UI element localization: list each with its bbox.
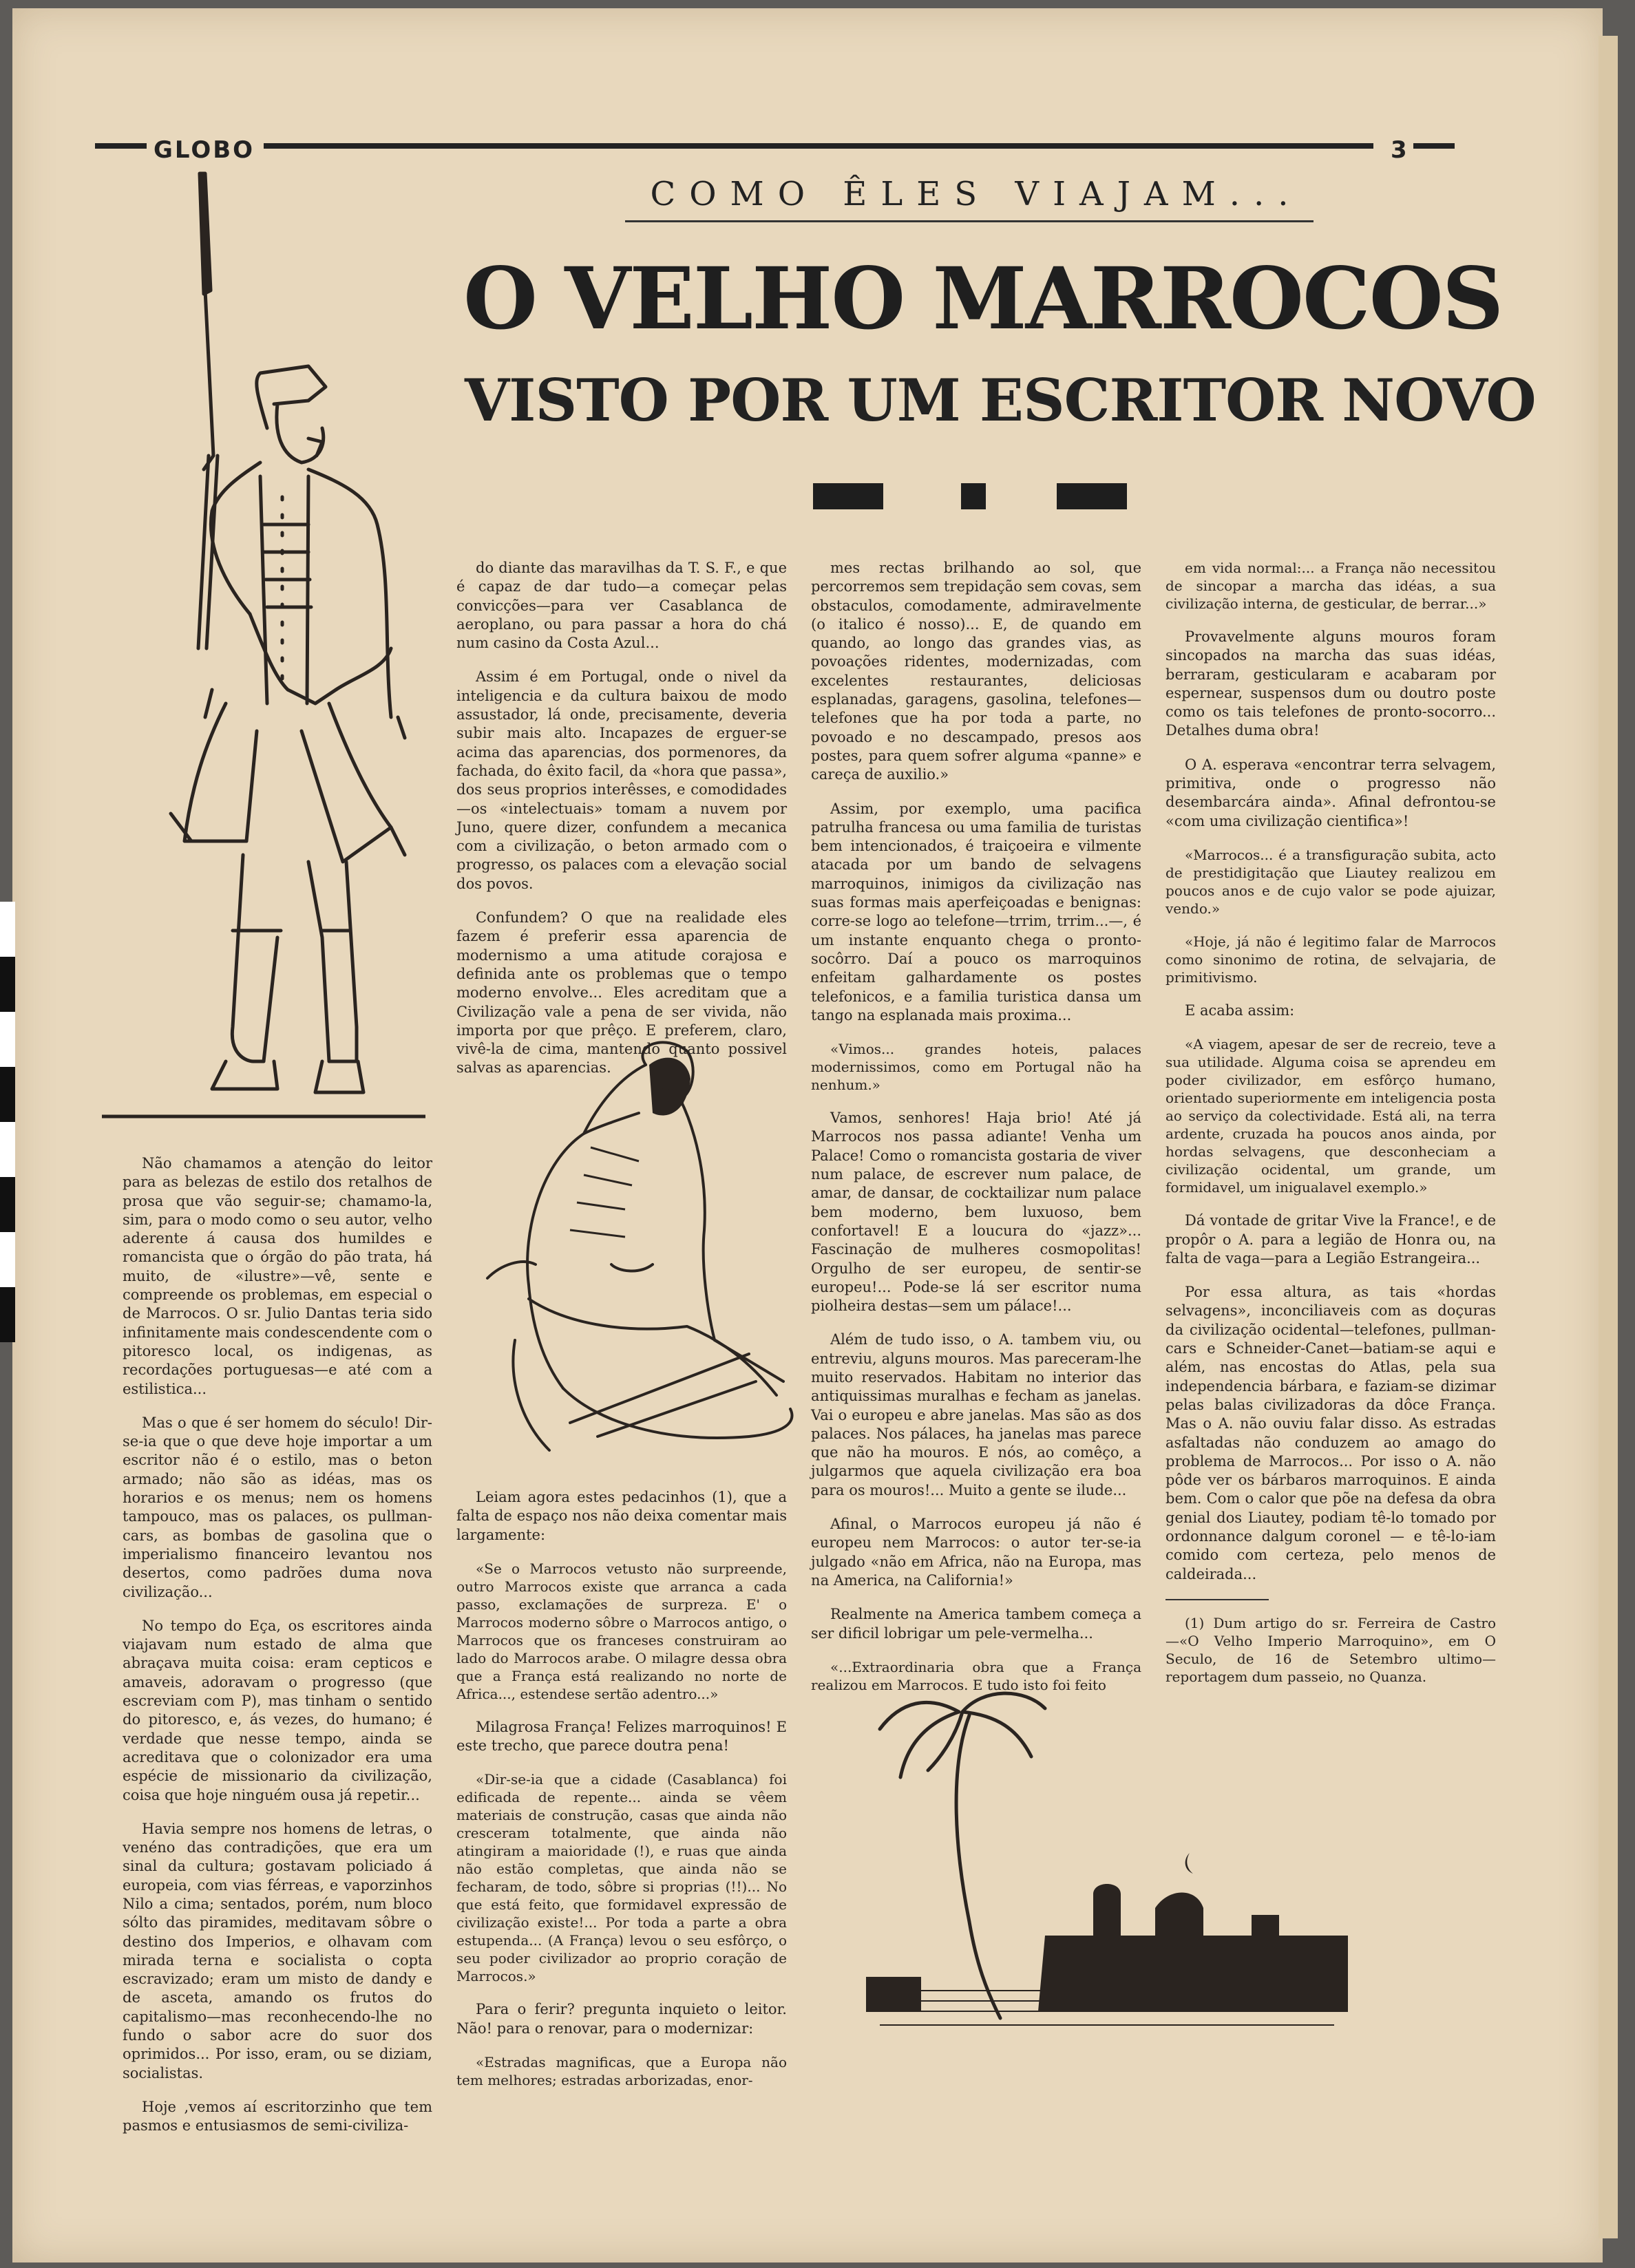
palm-landscape-illustration [866,1688,1348,2032]
kicker: COMO ÊLES VIAJAM... [650,175,1302,213]
text-column-1 [123,1154,432,2151]
paragraph: Hoje ,vemos aí escritorzinho que tem pasmos e entusiasmos de semi-civiliza- [123,2098,432,2134]
quote: «A viagem, apesar de ser de recreio, teve a sua utilidade. Alguma coisa se aprendeu em poder civilizador, em esfôrço humano, orientado superiormente em inteligencia posta ao serviço da colectividade. Está ali, na terra ardente, cruzada ha poucos anos ainda, por hordas selvagens, que desconheciam a civilização ocidental, um grande, um formidavel, um inigualavel exemplo.» [1165,1036,1496,1196]
paragraph: Não chamamos a atenção do leitor para as belezas de estilo dos retalhos de prosa que vão seguir-se; chamamo-la, sim, para o modo como o seu autor, velho aderente á causa dos humildes e romancista que o órgão do pão trata, há muito, de «ilustre»—vê, sente e compreende os problemas, em especial o de Marrocos. O sr. Julio Dantas teria sido infinitamente mais condescendente com o pitoresco local, os indigenas, as recordações portuguesas—e até com a estilistica... [123,1155,432,1397]
text-column-2-top [456,559,787,1093]
headline: O VELHO MARROCOS [463,249,1503,349]
footnote-rule [1165,1599,1269,1600]
paragraph: Realmente na America tambem começa a ser dificil lobrigar um pele-vermelha... [811,1606,1141,1642]
ornament-bar-2 [961,483,986,509]
soldier-illustration [102,167,425,1137]
paragraph: Afinal, o Marrocos europeu já não é europeu nem Marrocos: o autor ter-se-ia julgado «não em Africa, não na Europa, mas na America, na California!» [811,1516,1141,1589]
paragraph: Confundem? O que na realidade eles fazem é preferir essa aparencia de modernismo a uma atitude corajosa e definida ante os problemas que o tempo moderno envolve... Eles acreditam que a Civilização vale a pena de ser vivida, não importa por que prêço. E preferem, claro, vivê-la de cima, mantendo quanto possivel salvas as aparencias. [456,909,787,1077]
paragraph: Além de tudo isso, o A. tambem viu, ou entreviu, alguns mouros. Mas pareceram-lhe muito reservados. Habitam no interior das antiquissimas muralhas e fecham as janelas. Vai o europeu e abre janelas. Mas são as dos palaces. Nos pálaces, ha janelas mas parece que não ha mouros. E nós, ao comêço, a julgarmos que aquela civilização era boa para os mouros!... Muito a gente se ilude... [811,1331,1141,1498]
masthead: GLOBO [154,136,255,164]
quote: «Dir-se-ia que a cidade (Casablanca) foi edificada de repente... ainda se vêem materiais de construção, casas que ainda não cresceram totalmente, que ainda não atingiram a maioridade (!), e ruas que ainda não estão completas, que ainda não se fecharam, de todo, sôbre si proprias (!!)... No que está feito, que formidavel expressão de civilização existe!... Por toda a parte a obra estupenda... (A França) levou o seu esfôrço, o seu poder civilizador ao proprio coração de Marrocos.» [456,1771,787,1985]
paragraph: mes rectas brilhando ao sol, que percorremos sem trepidação sem covas, sem obstaculos, comodamente, admiravelmente (o italico é nosso)... E, de quando em quando, ao longo das grandes vias, as povoações ridentes, modernizadas, com excelentes restaurantes, deliciosas esplanadas, garagens, gasolina, telefones—telefones que ha por toda a parte, no povoado e no descampado, presos aos postes, para quem sofrer alguma «panne» e careça de auxilio.» [811,560,1141,783]
newspaper-page [12,8,1603,2262]
quote: «...Extraordinaria obra que a França realizou em Marrocos. E tudo isto foi feito [811,1658,1141,1693]
paragraph: Mas o que é ser homem do século! Dir-se-ia que o que deve hoje importar a um escritor não é o estilo, mas o beton armado; não são as idéas, mas os horarios e os menus; nem os homens tampouco, mas os palaces, os pullman-cars, as bombas de gasolina que o imperialismo financeiro levantou nos desertos, como padrões duma nova civilização... [123,1414,432,1600]
ornament-bar-1 [813,483,883,509]
color-scale-strip [0,902,15,1342]
paragraph: Leiam agora estes pedacinhos (1), que a falta de espaço nos não deixa comentar mais largamente: [456,1489,787,1543]
quote: «Vimos... grandes hoteis, palaces modernissimos, como em Portugal não ha nenhum.» [811,1041,1141,1094]
ornament-bar-3 [1057,483,1127,509]
text-column-4 [1165,559,1496,1701]
quote: «Estradas magnificas, que a Europa não tem melhores; estradas arborizadas, enor- [456,2054,787,2089]
header-rule [264,143,1373,149]
text-column-3 [811,559,1141,1709]
subheadline: VISTO POR UM ESCRITOR NOVO [465,366,1536,434]
page-number: 3 [1391,136,1409,164]
page-edge [1599,36,1618,2238]
paragraph: do diante das maravilhas da T. S. F., e que é capaz de dar tudo—a começar pelas convicções—para ver Casablanca de aeroplano, ou para passar a hora do chá num casino da Costa Azul... [456,560,787,652]
quote: «Hoje, já não é legitimo falar de Marrocos como sinonimo de rotina, de selvajaria, de primitivismo. [1165,933,1496,986]
paragraph: Havia sempre nos homens de letras, o venéno das contradições, que era um sinal da cultura; gostavam policiado á europeia, com vias férreas, e vaporzinhos Nilo a cima; sentados, porém, num bloco sólto das piramides, meditavam sôbre o destino dos Imperios, e olhavam com mirada terna e socialista o copta escravizado; eram um misto de dandy e de asceta, amando os frutos do capitalismo—mas reconhecendo-lhe no fundo o sabor acre do suor dos oprimidos... Por isso, eram, ou se diziam, socialistas. [123,1820,432,2081]
quote: «Marrocos... é a transfiguração subita, acto de prestidigitação que Liautey realizou em poucos anos e de cujo valor se pode ajuizar, vendo.» [1165,846,1496,917]
paragraph: O A. esperava «encontrar terra selvagem, primitiva, onde o progresso não desembarcára ainda». Afinal defrontou-se «com uma civilização cientifica»! [1165,756,1496,829]
paragraph: Milagrosa França! Felizes marroquinos! E este trecho, que parece doutra pena! [456,1718,787,1755]
seated-figures-illustration [460,1037,804,1471]
paragraph: Para o ferir? pregunta inquieto o leitor. Não! para o renovar, para o modernizar: [456,2001,787,2037]
paragraph: Dá vontade de gritar Vive la France!, e de propôr o A. para a legião de Honra ou, na falta de vaga—para a Legião Estrangeira... [1165,1212,1496,1267]
header-rule-left [95,143,147,149]
kicker-rule [625,220,1314,222]
paragraph: Provavelmente alguns mouros foram sincopados na marcha das suas idéas, berraram, gesticularam e acabaram por espernear, suspensos dum ou doutro poste como os tais telefones de pronto-socorro... Detalhes duma obra! [1165,628,1496,739]
paragraph: Assim é em Portugal, onde o nivel da inteligencia e da cultura baixou de modo assustador, lá onde, precisamente, deveria subir mais alto. Incapazes de erguer-se acima das aparencias, dos pormenores, da fachada, do êxito facil, da «hora que passa», dos seus proprios interêsses, e comodidades—os «intelectuais» tomam a nuvem por Juno, quere dizer, confundem a mecanica com a civilização, o beton armado com o progresso, os palaces com a elevação social dos povos. [456,668,787,892]
quote: «Se o Marrocos vetusto não surpreende, outro Marrocos existe que arranca a cada passo, exclamações de surpreza. E' o Marrocos moderno sôbre o Marrocos antigo, o Marrocos que os franceses construiram ao lado do Marrocos arabe. O milagre dessa obra que a França está realizando no norte de Africa..., estendese sertão adentro...» [456,1560,787,1702]
paragraph: Vamos, senhores! Haja brio! Até já Marrocos nos passa adiante! Venha um Palace! Como o romancista gostaria de viver num palace, de escrever num palace, de amar, de dansar, de cocktailizar num palace bem moderno, bem luxuoso, bem confortavel! E a loucura do «jazz»... Fascinação de mulheres cosmopolitas! Orgulho de ser europeu, de sentir-se europeu!... Pode-se lá ser escritor numa piolheira destas—sem um pálace!... [811,1110,1141,1315]
text-column-2-bottom [456,1488,787,2104]
header-rule-right [1413,143,1455,149]
paragraph: Assim, por exemplo, uma pacifica patrulha francesa ou uma familia de turistas bem intencionados, é traiçoeira e vilmente atacada por um bando de selvagens marroquinos, inimigos da civilização nas suas formas mais aperfeiçoadas e benignas: corre-se logo ao telefone—trrim, trrim...—, é um instante enquanto chega o pronto-socôrro. Daí a pouco os marroquinos enfeitam galhardamente os postes telefonicos, e a familia turistica dansa um tango na esplanada mais proxima... [811,800,1141,1024]
quote: em vida normal:... a França não necessitou de sincopar a marcha das idéas, a sua civilização interna, de gesticular, de berrar...» [1165,560,1496,612]
footnote: (1) Dum artigo do sr. Ferreira de Castro —«O Velho Imperio Marroquino», em O Seculo, de 16 de Setembro ultimo—reportagem dum passeio, no Quanza. [1165,1614,1496,1685]
paragraph: E acaba assim: [1185,1001,1295,1019]
paragraph: No tempo do Eça, os escritores ainda viajavam num estado de alma que abraçava muita coisa: eram cepticos e amaveis, adoravam o progresso (que escreviam com P), mas tinham o sentido do pitoresco, e, ás vezes, do humano; é verdade que nesse tempo, ainda se acreditava que o colonizador era uma espécie de missionario da civilização, coisa que hoje ninguém ousa já repetir... [123,1617,432,1803]
paragraph: Por essa altura, as tais «hordas selvagens», inconciliaveis com as doçuras da civilização ocidental—telefones, pullman-cars e Schneider-Canet—batiam-se aqui e além, nas encostas do Atlas, pela sua independencia bárbara, e faziam-se dizimar pelas balas civilizadoras da dôce França. Mas o A. não ouviu falar disso. As estradas asfaltadas não conduzem ao amago do problema de Marrocos... Por isso o A. não pôde ver os bárbaros marroquinos. E ainda bem. Com o calor que põe na defesa da obra genial dos Liautey, podiam tê-lo tomado por ordonnance dalgum coronel — e tê-lo-iam comido com certeza, pelo menos de caldeirada... [1165,1284,1496,1582]
